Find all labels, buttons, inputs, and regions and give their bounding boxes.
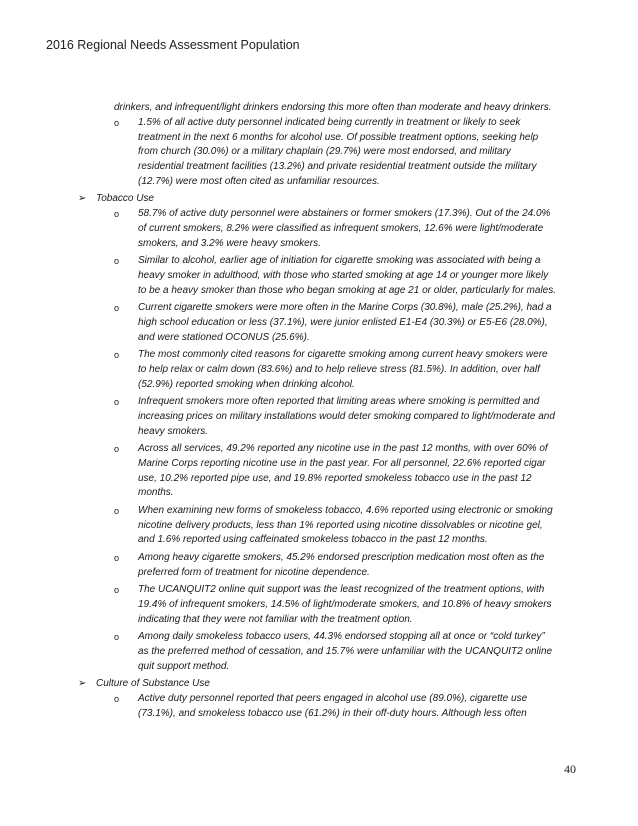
list-item-text: Among daily smokeless tobacco users, 44.3% endorsed stopping all at once or “cold turkey” as the preferred method of cessation, and 15.7% were unfamiliar with the UCANQUIT2 online quit support method. [138,631,553,672]
tobacco-list [78,207,558,674]
list-item [78,583,558,627]
bullet-icon: o [114,585,120,596]
list-item-text: Current cigarette smokers were more often in the Marine Corps (30.8%), male (25.2%), had a high school education or less (37.1%), were junior enlisted E1-E4 (30.3%) or E5-E6 (28.0%), and were stationed OCONUS (25.6%). [138,302,552,343]
section-heading-text: Tobacco Use [96,193,154,205]
bullet-icon: o [114,552,120,563]
page-header: 2016 Regional Needs Assessment Population [46,38,300,52]
section-heading [78,192,558,207]
page-number: 40 [564,762,576,776]
list-item [78,116,558,190]
bullet-icon: o [114,632,120,643]
bullet-icon: o [114,209,120,220]
bullet-icon: o [114,350,120,361]
list-item-text: 1.5% of all active duty personnel indicated being currently in treatment or likely to seek treatment in the next 6 months for alcohol use. Of possible treatment options, seeking help from church (30.0%) or a military chaplain (29.7%) were most endorsed, and military residential treatment facilities (13.2%) and private residential treatment outside the military (12.7%) were most often cited as unfamiliar resources. [138,116,539,187]
list-item [78,630,558,674]
document-body [78,101,558,724]
list-item-text: 58.7% of active duty personnel were abstainers or former smokers (17.3%). Out of the 24.0% of current smokers, 8.2% were classified as infrequent smokers, 12.6% were light/moderate smokers, and 3.2% were heavy smokers. [138,208,551,249]
list-item-text: Infrequent smokers more often reported that limiting areas where smoking is permitted and increasing prices on military installations would deter smoking compared to light/moderate and heavy smokers. [138,396,555,437]
list-item-text: Among heavy cigarette smokers, 45.2% endorsed prescription medication most often as the preferred form of treatment for nicotine dependence. [138,551,545,578]
bullet-icon: o [114,303,120,314]
list-item [78,692,558,722]
tobacco-section [78,192,558,674]
list-item [78,348,558,392]
bullet-icon: o [114,117,120,128]
bullet-icon: o [114,397,120,408]
list-item [78,551,558,581]
bullet-icon: o [114,693,120,704]
culture-list [78,692,558,722]
list-item-text: Across all services, 49.2% reported any nicotine use in the past 12 months, with over 60% of Marine Corps reporting nicotine use in the past year. For all personnel, 22.6% reported cigar use, 10.2% reported pipe use, and 19.8% reported smokeless tobacco use in the past 12 months. [138,443,548,499]
bullet-icon: o [114,444,120,455]
lead-paragraph: drinkers, and infrequent/light drinkers endorsing this more often than moderate and heavy drinkers. [114,102,552,113]
arrow-bullet-icon: ➢ [78,678,87,690]
section-heading [78,677,558,692]
list-item-text: The most commonly cited reasons for cigarette smoking among current heavy smokers were to help relax or calm down (83.6%) and to help relieve stress (81.5%). In addition, over half (52.9%) reported smoking when drinking alcohol. [138,349,548,390]
list-item-text: The UCANQUIT2 online quit support was the least recognized of the treatment options, with 19.4% of infrequent smokers, 14.5% of light/moderate smokers, and 10.8% of heavy smokers indicating that they were not familiar with the treatment option. [138,584,552,625]
culture-section [78,677,558,721]
alcohol-list [78,116,558,190]
list-item [78,395,558,439]
list-item [78,254,558,298]
list-item-text: Similar to alcohol, earlier age of initiation for cigarette smoking was associated with being a heavy smoker in adulthood, with those who started smoking at age 14 or younger more likely to be a heavy smoker than those who began smoking at age 21 or older, particularly for males. [138,255,557,296]
list-item [78,301,558,345]
bullet-icon: o [114,505,120,516]
list-item [78,207,558,251]
bullet-icon: o [114,256,120,267]
list-item-text: Active duty personnel reported that peers engaged in alcohol use (89.0%), cigarette use (73.1%), and smokeless tobacco use (61.2%) in their off-duty hours. Although less often [138,692,528,719]
list-item [78,504,558,548]
list-item-text: When examining new forms of smokeless tobacco, 4.6% reported using electronic or smoking nicotine delivery products, less than 1% reported using nicotine dissolvables or nicotine gel, and 1.6% reported using caffeinated smokeless tobacco in the past 12 months. [138,504,553,546]
arrow-bullet-icon: ➢ [78,193,87,205]
list-item [78,442,558,501]
section-heading-text: Culture of Substance Use [96,678,210,690]
